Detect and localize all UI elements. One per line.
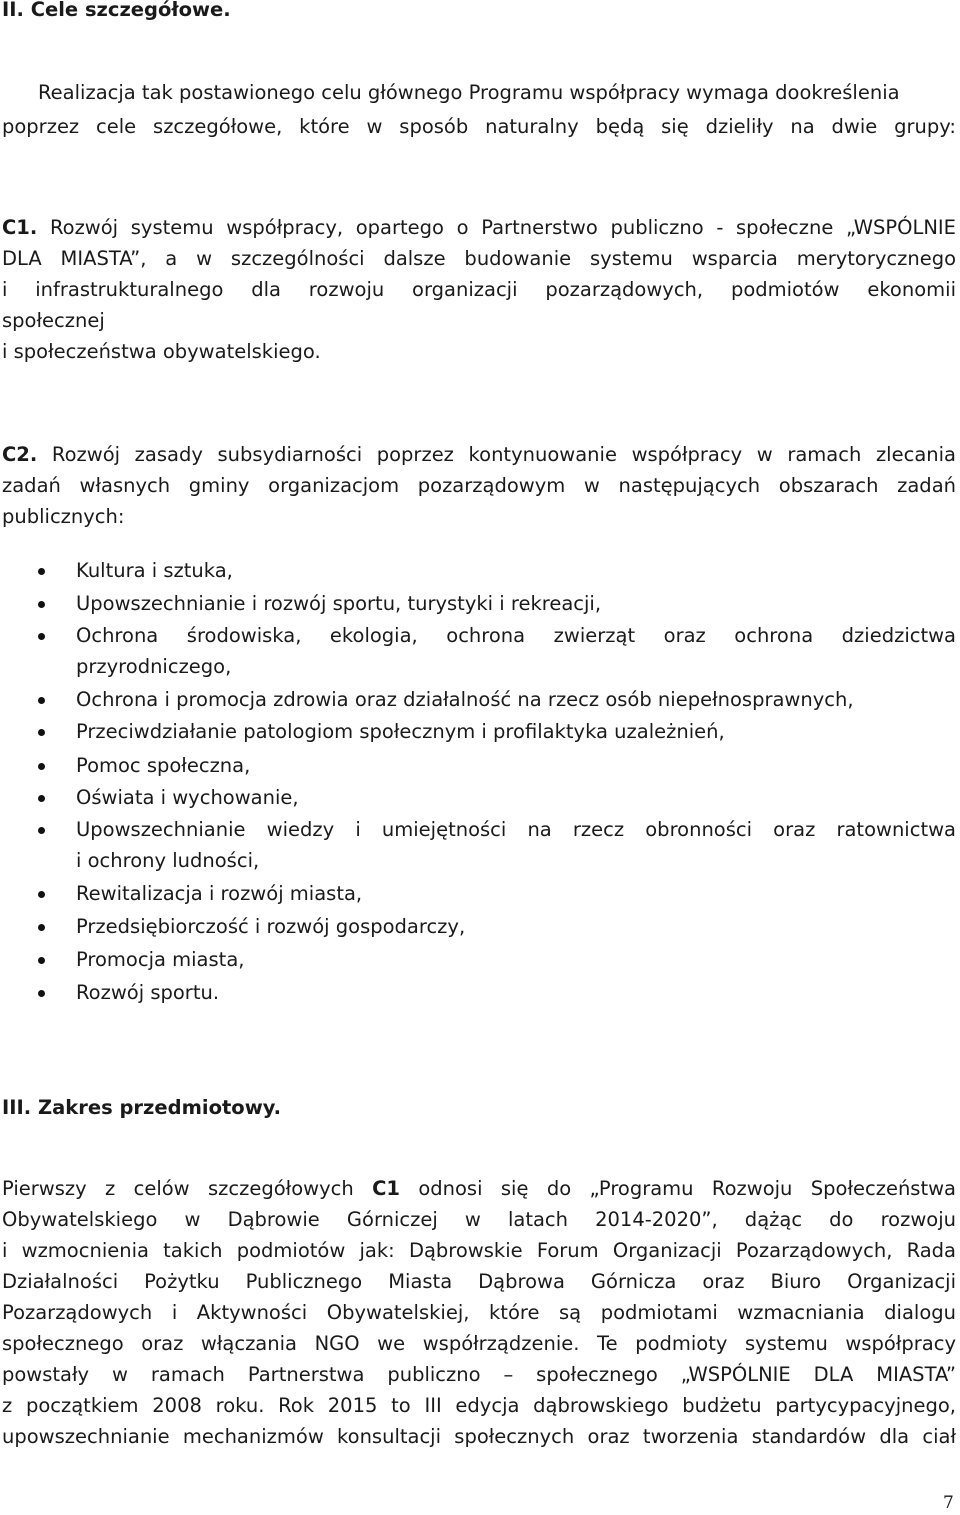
section-3-heading: III. Zakres przedmiotowy. [2,1096,282,1119]
s3-line-7: powstały w ramach Partnerstwa publiczno – społecznego „WSPÓLNIE DLA MIASTA” [2,1363,956,1386]
s3-line-2: Obywatelskiego w Dąbrowie Górniczej w latach 2014-2020”, dążąc do rozwoju [2,1208,956,1231]
s3-line-1-end: odnosi się do „Programu Rozwoju Społeczeństwa [399,1177,957,1200]
bullet-icon [38,763,45,770]
list-item: Ochrona i promocja zdrowia oraz działalność na rzecz osób niepełnosprawnych, [76,688,854,711]
list-item: Rewitalizacja i rozwój miasta, [76,882,363,905]
s3-line-1 [2,1177,956,1201]
c1-line-1 [2,216,956,240]
list-item-continuation: przyrodniczego, [76,655,232,678]
intro-line-2: poprzez cele szczegółowe, które w sposób naturalny będą się dzieliły na dwie grupy: [2,115,956,138]
c2-line-2: zadań własnych gminy organizacjom pozarządowym w następujących obszarach zadań [2,474,956,497]
list-item: Upowszechnianie wiedzy i umiejętności na rzecz obronności oraz ratownictwa [76,818,956,841]
c1-reference: C1 [372,1177,400,1200]
c1-line-4: społecznej [2,309,105,332]
list-item: Rozwój sportu. [76,981,220,1004]
bullet-icon [38,957,45,964]
bullet-icon [38,795,45,802]
s3-line-3: i wzmocnienia takich podmiotów jak: Dąbrowskie Forum Organizacji Pozarządowych, Rada [2,1239,956,1262]
bullet-icon [38,729,45,736]
bullet-icon [38,697,45,704]
s3-line-6: społecznego oraz włączania NGO we współrządzenie. Te podmioty systemu współpracy [2,1332,956,1355]
s3-line-9: upowszechnianie mechanizmów konsultacji społecznych oraz tworzenia standardów dla ciał [2,1425,956,1448]
page-number: 7 [943,1493,954,1513]
bullet-icon [38,827,45,834]
list-item: Promocja miasta, [76,948,245,971]
list-item: Kultura i sztuka, [76,559,233,582]
list-item: Upowszechnianie i rozwój sportu, turystyki i rekreacji, [76,592,602,615]
c2-text: Rozwój zasady subsydiarności poprzez kontynuowanie współpracy w ramach zlecania [37,443,956,466]
c1-line-5: i społeczeństwa obywatelskiego. [2,340,321,363]
list-item: Pomoc społeczna, [76,754,251,777]
s3-line-8: z początkiem 2008 roku. Rok 2015 to III edycja dąbrowskiego budżetu partycypacyjnego, [2,1394,956,1417]
list-item: Przedsiębiorczość i rozwój gospodarczy, [76,915,466,938]
c2-label: C2. [2,443,38,466]
section-2-heading: II. Cele szczegółowe. [2,0,231,21]
intro-line-1: Realizacja tak postawionego celu głównego Programu współpracy wymaga dookreślenia [38,81,900,104]
bullet-icon [38,990,45,997]
bullet-icon [38,891,45,898]
c1-label: C1. [2,216,38,239]
c2-line-1 [2,443,956,467]
s3-line-4: Działalności Pożytku Publicznego Miasta Dąbrowa Górnicza oraz Biuro Organizacji [2,1270,956,1293]
list-item-continuation: i ochrony ludności, [76,849,260,872]
s3-line-1-start: Pierwszy z celów szczegółowych [2,1177,373,1200]
bullet-icon [38,601,45,608]
c1-line-2: DLA MIASTA”, a w szczególności dalsze budowanie systemu wsparcia merytorycznego [2,247,956,270]
bullet-icon [38,568,45,575]
c2-line-3: publicznych: [2,505,125,528]
s3-line-5: Pozarządowych i Aktywności Obywatelskiej, które są podmiotami wzmacniania dialogu [2,1301,956,1324]
c1-line-3: i infrastrukturalnego dla rozwoju organizacji pozarządowych, podmiotów ekonomii [2,278,956,301]
c1-text: Rozwój systemu współpracy, opartego o Partnerstwo publiczno - społeczne „WSPÓLNIE [37,216,956,239]
list-item: Oświata i wychowanie, [76,786,299,809]
list-item: Przeciwdziałanie patologiom społecznym i profilaktyka uzależnień, [76,720,725,743]
bullet-icon [38,924,45,931]
bullet-icon [38,633,45,640]
list-item: Ochrona środowiska, ekologia, ochrona zwierząt oraz ochrona dziedzictwa [76,624,956,647]
